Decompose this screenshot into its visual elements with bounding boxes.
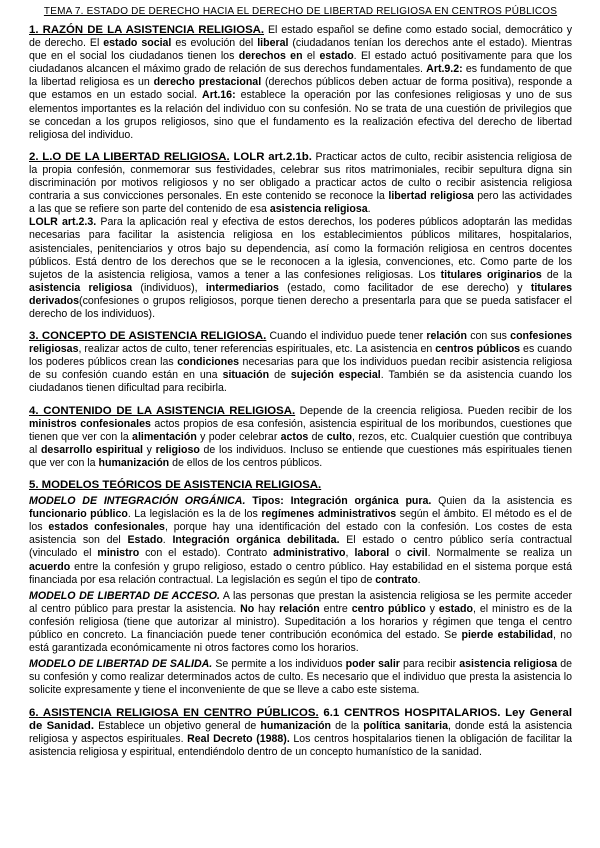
text-run: Quien da la asistencia es	[431, 495, 572, 508]
text-run: , donde está la asistencia religiosa y aspectos espirituales.	[29, 719, 572, 745]
bold-term: sujeción especial	[290, 369, 381, 382]
text-run: es cuando los poderes públicos crean las	[29, 343, 572, 369]
text-run: (estado, como facilitador de ese derecho) y	[278, 281, 531, 294]
text-run: .	[162, 534, 173, 547]
bold-term: situación	[222, 369, 270, 382]
paragraph	[29, 479, 572, 492]
text-run: es evolución del	[171, 37, 258, 50]
bold-term: centros públicos	[435, 343, 521, 356]
model-heading: MODELO DE INTEGRACIÓN ORGÁNICA.	[29, 495, 246, 508]
bold-term: asistencia religiosa	[459, 658, 558, 671]
text-run: de la	[331, 719, 364, 732]
bold-term: actos	[280, 430, 309, 443]
text-run: Para la aplicación real y efectiva de estos derechos, los poderes públicos adoptarán las medidas necesarias para facilitar la asistencia religiosa en los establecimientos públicos militares, hospitalarios, asistenciales, penitenciarios y otros bajo su dependencia, así como la formación religiosa en centros docentes públicos. Está dentro de los derechos que se le reconocen a la iglesia, convenciones, etc. Como parte de los sujetos de la asistencia religiosa, vamos a tener a las confesiones religiosas. Los	[29, 216, 572, 281]
bold-term: humanización	[98, 456, 170, 469]
section-5	[29, 479, 572, 698]
text-run: y	[425, 602, 439, 615]
text-run: Los centros hospitalarios tienen la obligación de facilitar la asistencia religiosa y espiritual, entendiéndolo dentro de un concepto humanístico de la sanidad.	[29, 732, 572, 758]
text-run: actos propios de esa confesión, asistencia espiritual de los moribundos, cuestiones que tienen que ver con la	[29, 417, 572, 443]
paragraph	[29, 405, 572, 470]
section-heading: 3. CONCEPTO DE ASISTENCIA RELIGIOSA.	[29, 330, 267, 343]
text-run: , rezos, etc. Cualquier cuestión que contribuya al	[29, 430, 572, 456]
law-reference: 6.1 CENTROS HOSPITALARIOS. Ley General de Sanidad.	[29, 706, 572, 732]
text-run: y poder celebrar	[196, 430, 281, 443]
bold-term: culto	[326, 430, 353, 443]
bold-term: liberal	[257, 37, 289, 50]
bold-term: estado	[438, 602, 473, 615]
bold-term: asistencia religiosa	[269, 203, 368, 216]
bold-term: relación	[426, 330, 467, 343]
text-run: para recibir	[399, 658, 460, 671]
bold-term: Art.16:	[202, 89, 236, 102]
text-run: El estado español se define como estado social, democrático y de derecho. El	[29, 24, 573, 50]
text-run: , realizar actos de culto, tener referencias espirituales, etc. La asistencia en	[78, 343, 436, 356]
document-body	[29, 24, 572, 759]
bold-term: confesiones religiosas	[29, 330, 572, 356]
bold-term: derecho prestacional	[153, 76, 262, 89]
bold-term: acuerdo	[29, 560, 71, 573]
bold-term: Real Decreto (1988).	[187, 732, 290, 745]
text-run: pero las actividades a las que se refiere son parte del contenido de esa	[29, 190, 572, 216]
bold-term: estado social	[103, 37, 172, 50]
text-run: de su confesión y como realizar determinados actos de culto. Es necesario que el individuo que presta la asistencia lo solicite expresamente y tiene el inconveniente de que se lleve a cabo este sistema.	[29, 658, 572, 697]
text-run: A las personas que prestan la asistencia religiosa se les permite acceder al centro público para prestar la asistencia.	[29, 589, 572, 615]
model-heading: MODELO DE LIBERTAD DE SALIDA.	[29, 658, 213, 671]
text-run: . La legislación es la de los	[127, 508, 262, 521]
bold-term: poder salir	[345, 658, 400, 671]
bold-term: asistencia religiosa	[29, 281, 133, 294]
bold-term: funcionario público	[29, 508, 128, 521]
bold-term: Integración orgánica debilitada.	[172, 534, 340, 547]
text-run: según el ámbito. El método es el de los	[29, 508, 572, 534]
text-run: con el estado). Contrato	[139, 547, 274, 560]
text-run: . También se da asistencia cuando los ciudadanos tienen dificultad para recibirla.	[29, 369, 572, 395]
text-run: de	[269, 369, 291, 382]
text-run: Cuando el individuo puede tener	[266, 330, 427, 343]
bold-term: intermediarios	[205, 281, 279, 294]
text-run: (confesiones o grupos religiosos, porque tienen derecho a presentarla para que se pueda satisfacer el derecho de los individuos).	[29, 294, 572, 320]
text-run: de ellos de los centros públicos.	[169, 456, 323, 469]
bold-term: libertad religiosa	[388, 190, 474, 203]
text-run: el	[302, 50, 320, 63]
text-run: , no está garantizada económicamente ni otros factores como los horarios.	[29, 629, 572, 655]
text-run: de los individuos. Incluso se entiende que cuestiones más espirituales tienen que ver con la	[29, 443, 572, 469]
paragraph	[29, 330, 572, 395]
bold-term: ministro	[97, 547, 140, 560]
bold-term: civil	[406, 547, 428, 560]
text-run: ,	[345, 547, 355, 560]
bold-term: ministros confesionales	[29, 417, 151, 430]
paragraph	[29, 707, 572, 759]
bold-term: LOLR art.2.3.	[29, 216, 97, 229]
bold-term: No	[240, 602, 255, 615]
text-run: El estado o centro público sería contractual (vinculado el	[29, 534, 573, 560]
paragraph	[29, 658, 572, 697]
text-run: y	[142, 443, 156, 456]
section-3	[29, 330, 572, 395]
section-heading: 6. ASISTENCIA RELIGIOSA EN CENTRO PÚBLICOS.	[29, 706, 319, 719]
text-run: hay	[254, 602, 280, 615]
paragraph	[29, 216, 572, 321]
bold-term: regímenes administrativos	[261, 508, 397, 521]
bold-term: estados confesionales	[48, 521, 165, 534]
text-run: necesarias para que los individuos puedan recibir asistencia religiosa de su confesión cuando están en una	[29, 356, 573, 382]
bold-term: laboral	[354, 547, 390, 560]
text-run: con sus	[466, 330, 511, 343]
bold-term: pierde estabilidad	[461, 629, 553, 642]
bold-term: administrativo	[273, 547, 346, 560]
bold-term: derechos en	[238, 50, 303, 63]
text-run: (individuos),	[132, 281, 206, 294]
section-4	[29, 405, 572, 470]
bold-term: contrato	[375, 573, 418, 586]
document-title: TEMA 7. ESTADO DE DERECHO HACIA EL DERECHO DE LIBERTAD RELIGIOSA EN CENTROS PÚBLICOS	[43, 6, 558, 17]
text-run: de la	[541, 268, 572, 281]
bold-term: alimentación	[132, 430, 197, 443]
text-run: entre	[319, 602, 352, 615]
text-run: .	[367, 203, 371, 216]
text-run: . El estado actuó positivamente para que los ciudadanos alcancen el máximo grado de relación de sus derechos fundamentales.	[29, 50, 572, 76]
section-heading: 5. MODELOS TEÓRICOS DE ASISTENCIA RELIGIOSA.	[29, 479, 322, 491]
text-run: .	[417, 573, 421, 586]
text-run: Depende de la creencia religiosa. Pueden recibir de los	[295, 404, 572, 417]
section-1	[29, 24, 572, 142]
bold-term: relación	[279, 602, 320, 615]
paragraph	[29, 24, 572, 142]
bold-term: Tipos: Integración orgánica pura.	[245, 495, 432, 508]
section-2	[29, 151, 572, 321]
bold-term: desarrollo espiritual	[40, 443, 143, 456]
bold-term: titulares derivados	[29, 281, 573, 307]
text-run: de	[308, 430, 327, 443]
text-run: o	[389, 547, 407, 560]
bold-term: estado	[319, 50, 354, 63]
text-run: (derechos públicos deben actuar de forma positiva), responde a que estamos en un estado social.	[29, 76, 572, 102]
text-run: es fundamento de que la libertad religiosa es un	[29, 63, 572, 89]
text-run: entre la confesión y grupo religioso, estado o centro público. Hay estabilidad en el sistema porque está financiada por esa relación contractual. La legislación es según el tipo de	[29, 560, 572, 586]
section-heading: 4. CONTENIDO DE LA ASISTENCIA RELIGIOSA.	[29, 404, 296, 417]
law-reference: LOLR art.2.1b.	[229, 150, 312, 163]
text-run: . Normalmente se realiza un	[427, 547, 573, 560]
bold-term: Estado	[127, 534, 163, 547]
section-6	[29, 707, 572, 759]
bold-term: Art.9.2:	[426, 63, 463, 76]
paragraph	[29, 151, 572, 216]
section-heading: 1. RAZÓN DE LA ASISTENCIA RELIGIOSA.	[29, 24, 265, 36]
bold-term: política sanitaria	[363, 719, 448, 732]
text-run: , el ministro es de la confesión religiosa (tiene que autorizar al ministro). Supeditación a los horarios y régimen que tenga el centro público en concreto. La financiación puede tener contribución económica del estado. Se	[29, 602, 572, 642]
bold-term: centro público	[351, 602, 426, 615]
model-heading: MODELO DE LIBERTAD DE ACCESO.	[29, 589, 220, 602]
text-run: establece la operación por las confesiones religiosas y uno de sus elementos importantes es la relación del individuo con su confesión. No se trata de una cuestión de privilegios que se concedan a los grupos religiosos, sino que el fundamento es la realización efectiva del derecho de libertad religiosa del individuo.	[29, 89, 572, 141]
paragraph	[29, 590, 572, 655]
section-heading: 2. L.O DE LA LIBERTAD RELIGIOSA.	[29, 150, 230, 163]
text-run: Se permite a los individuos	[212, 658, 346, 671]
text-run: (ciudadanos tenían los derechos ante el estado). Mientras que en el social los ciudadanos tienen los	[29, 37, 573, 63]
text-run: , porque hay una identificación del estado con la confesión. Los costes de esta asistencia son del	[29, 521, 572, 547]
bold-term: religioso	[155, 443, 200, 456]
paragraph	[29, 495, 572, 587]
bold-term: condiciones	[177, 356, 240, 369]
bold-term: humanización	[260, 719, 332, 732]
text-run: Establece un objetivo general de	[94, 719, 261, 732]
bold-term: titulares originarios	[440, 268, 542, 281]
text-run: Practicar actos de culto, recibir asistencia religiosa de la propia confesión, conmemorar sus festividades, celebrar sus ritos matrimoniales, recibir sepultura digna sin discriminación por motivos religiosos y no ser obligado a practicar actos de culto o recibir asistencia religiosa contraria a sus convicciones personales. En este contenido se reconoce la	[29, 150, 572, 203]
